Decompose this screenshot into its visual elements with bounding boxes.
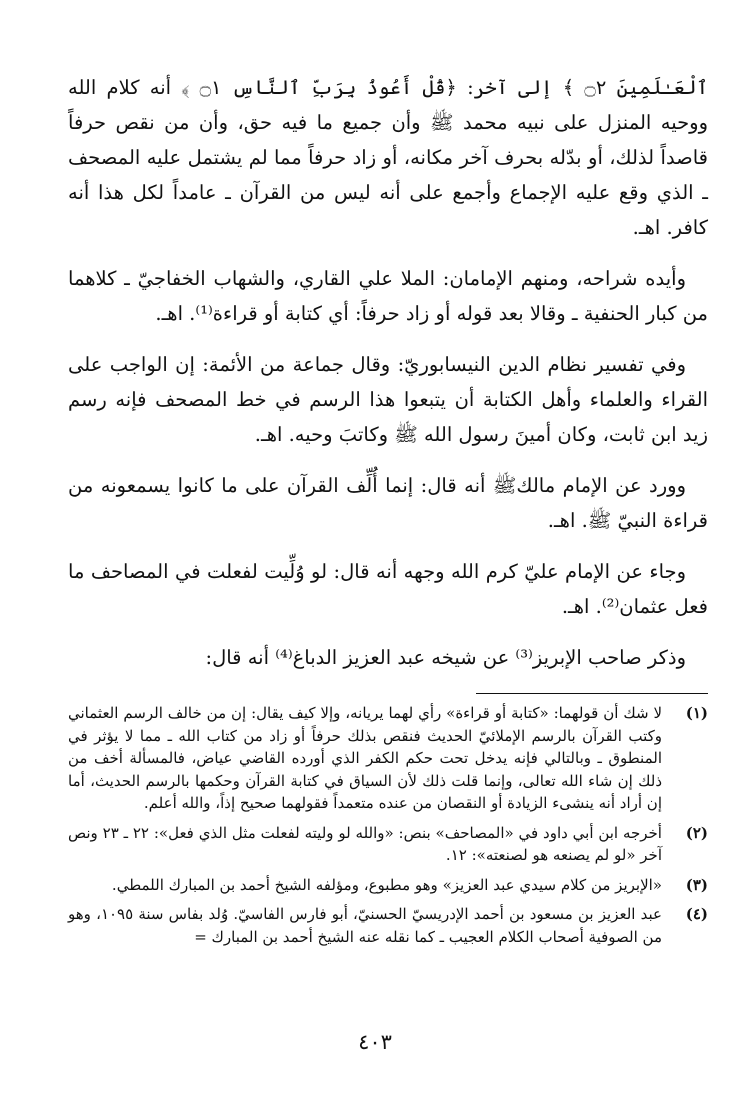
main-text xyxy=(68,70,708,691)
paragraph-2: وأيده شراحه، ومنهم الإمامان: الملا علي القاري، والشهاب الخفاجيّ ـ كلاهما من كبار الحنفية ـ وقالا بعد قوله أو زاد حرفاً: أي كتابة أو قراءة⁽¹⁾. اهـ. xyxy=(68,267,708,325)
footnote-text: «الإبريز من كلام سيدي عبد العزيز» وهو مطبوع، ومؤلفه الشيخ أحمد بن المبارك اللمطي. xyxy=(111,875,662,894)
paragraph-3: وفي تفسير نظام الدين النيسابوريّ: وقال جماعة من الأئمة: إن الواجب على القراء والعلماء وأهل الكتابة أن يتبعوا هذا الرسم في خط المصحف فإنه رسم زيد ابن ثابت، وكان أمينَ رسول الله ﷺ وكاتبَ وحيه. اهـ. xyxy=(68,353,708,446)
footnote-number: (٣) xyxy=(685,875,708,894)
paragraph-6: وذكر صاحب الإبريز⁽³⁾ عن شيخه عبد العزيز الدباغ⁽⁴⁾ أنه قال: xyxy=(205,646,686,669)
footnote-number: (١) xyxy=(685,704,708,722)
footnote-text: عبد العزيز بن مسعود بن أحمد الإدريسيّ الحسنيّ، أبو فارس الفاسيّ. وُلد بفاس سنة ١٠٩٥، وهو من الصوفية أصحاب الكلام العجيب ـ كما نقله عنه الشيخ أحمد بن المبارك = xyxy=(68,905,662,946)
footnote-text: لا شك أن قولهما: «كتابة أو قراءة» رأي لهما يريانه، وإلا كيف يقال: إن من خالف الرسم العثماني وكتب القرآن بالرسم الإملائيّ الحديث فنقص بذلك حرفاً أو زاد من كتاب الله ـ مما لا يؤثر في المنطوق ـ وبالتالي فإنه يدخل تحت حكم الكفر الذي أورده القاضي عياض، فالمسألة أخف من ذلك إن شاء الله تعالى، وإنما قلت ذلك لأن السياق في كتابة القرآن وحكمها بالرسم الحديث، أما إن أراد أنه ينشىء الزيادة أو النقصان من عنده متعمداً فقولهما صحيح إذاً، والله أعلم. xyxy=(68,704,662,812)
footnote-separator xyxy=(476,693,708,694)
paragraph-1: ٱلْعَـٰلَمِينَ ۝٢ ﴾ إلى آخر: ﴿قُلْ أَعُوذُ بِرَبِّ ٱلنَّاسِ ۝١ ﴾ أنه كلام الله ووحيه المنزل على نبيه محمد ﷺ وأن جميع ما فيه حق، وأن من نقص حرفاً قاصداً لذلك، أو بدّله بحرف آخر مكانه، أو زاد حرفاً مما لم يشتمل عليه المصحف ـ الذي وقع عليه الإجماع وأجمع على أنه ليس من القرآن ـ عامداً لكل هذا أنه كافر. اهـ. xyxy=(68,76,708,239)
footnote-3 xyxy=(68,874,708,897)
footnote-4 xyxy=(68,903,708,948)
footnote-1 xyxy=(68,702,708,815)
footnote-number: (٤) xyxy=(685,905,708,923)
footnote-number: (٢) xyxy=(685,823,708,842)
footnote-2 xyxy=(68,822,708,867)
footnote-text: أخرجه ابن أبي داود في «المصاحف» بنص: «والله لو وليته لفعلت مثل الذي فعل»: ٢٢ ـ ٢٣ ونص آخر «لو لم يصنعه هو لصنعته»: ١٢. xyxy=(68,823,662,864)
paragraph-5: وجاء عن الإمام عليّ كرم الله وجهه أنه قال: لو وُلِّيت لفعلت في المصاحف ما فعل عثمان⁽²⁾. اهـ. xyxy=(68,560,708,618)
page-number: ٤٠٣ xyxy=(358,1030,392,1054)
footnotes xyxy=(68,702,708,955)
paragraph-4: وورد عن الإمام مالكﷺ أنه قال: إنما أُلِّف القرآن على ما كانوا يسمعونه من قراءة النبيّ ﷺ. اهـ. xyxy=(68,474,708,532)
